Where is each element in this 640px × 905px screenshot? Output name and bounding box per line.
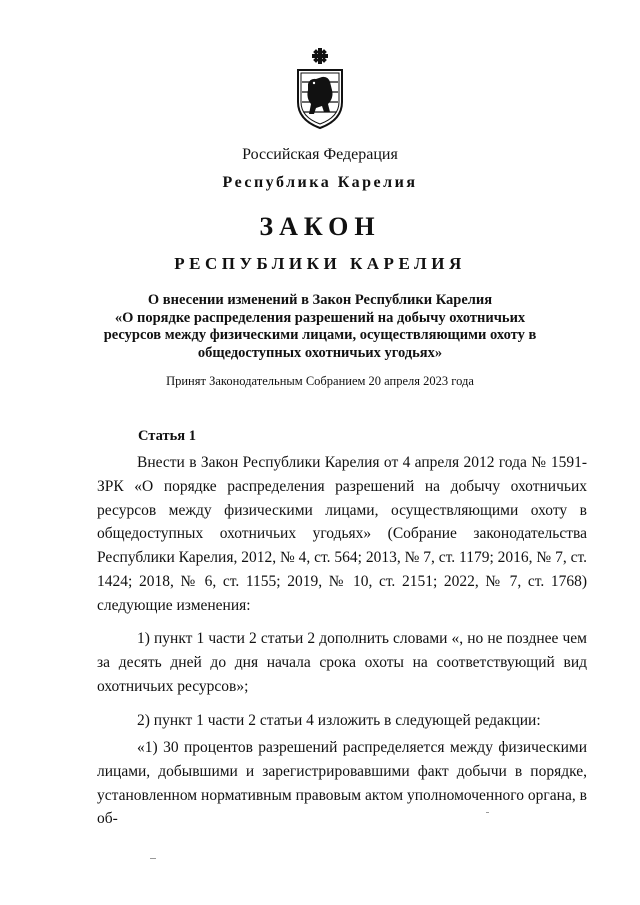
law-subject: РЕСПУБЛИКИ КАРЕЛИЯ: [174, 254, 466, 273]
article-heading: Статья 1: [138, 428, 196, 444]
law-title-line: «О порядке распределения разрешений на добычу охотничьих: [114, 309, 526, 326]
law-title-line: О внесении изменений в Закон Республики Карелия: [147, 292, 493, 308]
scan-speck: [150, 858, 156, 859]
law-heading: ЗАКОН: [259, 212, 381, 241]
paragraph-text: 1) пункт 1 части 2 статьи 2 дополнить словами «, но не позднее чем за десять дней до дня начала срока охоты на соответствующий вид охотничьих ресурсов»;: [97, 630, 587, 695]
paragraph-text: Внести в Закон Республики Карелия от 4 апреля 2012 года № 1591-ЗРК «О порядке распределения разрешений на добычу охотничьих ресурсов между физическими лицами, осуществляющими охоту в общедоступных охотничьих угодьях» (Собрание законодательства Республики Карелия, 2012, № 4, ст. 564; 2013, № 7, ст. 1179; 2016, № 7, ст. 1424; 2018, № 6, ст. 1155; 2019, № 10, ст. 2151; 2022, № 7, ст. 1768) следующие изменения:: [97, 454, 587, 614]
paragraph-text: «1) 30 процентов разрешений распределяется между физическими лицами, добывшими и зарегистрировавшими факт добычи в порядке, установленном нормативным правовым актом уполномоченного органа, в об-: [97, 739, 587, 828]
law-title-line: общедоступных охотничьих угодьях»: [197, 344, 443, 361]
country-name: Российская Федерация: [242, 146, 398, 163]
article-paragraph: [97, 736, 587, 831]
scan-speck: [486, 812, 489, 813]
article-paragraph: [97, 627, 587, 698]
paragraph-text: 2) пункт 1 части 2 статьи 4 изложить в следующей редакции:: [137, 712, 541, 729]
law-title-line: ресурсов между физическими лицами, осуществляющими охоту в: [103, 327, 537, 343]
article-paragraph: [97, 451, 587, 618]
republic-name: Республика Карелия: [222, 174, 418, 191]
adoption-note: Принят Законодательным Собранием 20 апреля 2023 года: [166, 374, 474, 388]
article-paragraph: [97, 709, 587, 733]
coat-of-arms-icon: [292, 46, 348, 130]
law-title: [0, 292, 640, 362]
